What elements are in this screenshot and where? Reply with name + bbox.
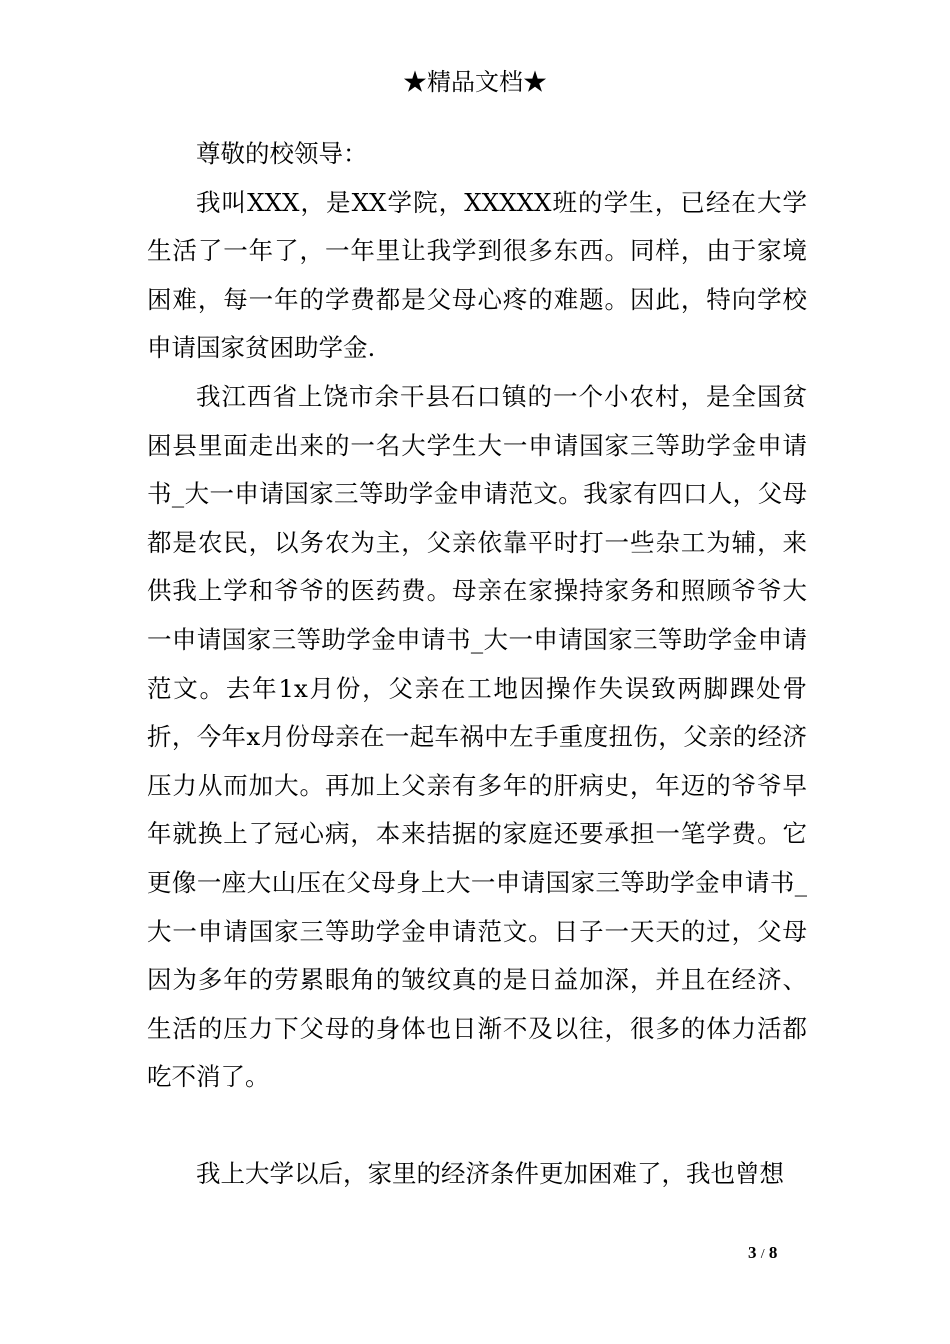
letter-salutation: 尊敬的校领导： (196, 139, 368, 168)
page-number-current: 3 (748, 1243, 757, 1262)
letter-paragraph-1: 我叫XXX，是XX学院，XXXXX班的学生，已经在大学生活了一年了，一年里让我学到很多东西。同样，由于家境困难，每一年的学费都是父母心疼的难题。因此，特向学校申请国家贫困助学金. (147, 187, 807, 363)
page-number-separator: / (760, 1247, 765, 1262)
letter-body (147, 130, 807, 1198)
letter-paragraph-2: 我江西省上饶市余干县石口镇的一个小农村，是全国贫困县里面走出来的一名大学生大一申请国家三等助学金申请书_大一申请国家三等助学金申请范文。我家有四口人，父母都是农民，以务农为主，父亲依靠平时打一些杂工为辅，来供我上学和爷爷的医药费。母亲在家操持家务和照顾爷爷大一申请国家三等助学金申请书_大一申请国家三等助学金申请范文。去年1x月份，父亲在工地因操作失误致两脚踝处骨折，今年x月份母亲在一起车祸中左手重度扭伤，父亲的经济压力从而加大。再加上父亲有多年的肝病史，年迈的爷爷早年就换上了冠心病，本来拮据的家庭还要承担一笔学费。它更像一座大山压在父母身上大一申请国家三等助学金申请书_大一申请国家三等助学金申请范文。日子一天天的过，父母因为多年的劳累眼角的皱纹真的是日益加深，并且在经济、生活的压力下父母的身体也日渐不及以往，很多的体力活都吃不消了。 (147, 381, 807, 1092)
letter-paragraph-3: 我上大学以后，家里的经济条件更加困难了，我也曾想 (196, 1158, 784, 1188)
page-number-total: 8 (768, 1243, 778, 1262)
header-title: ★精品文档★ (403, 68, 547, 96)
page-number (748, 1243, 777, 1263)
page-header (0, 66, 950, 98)
